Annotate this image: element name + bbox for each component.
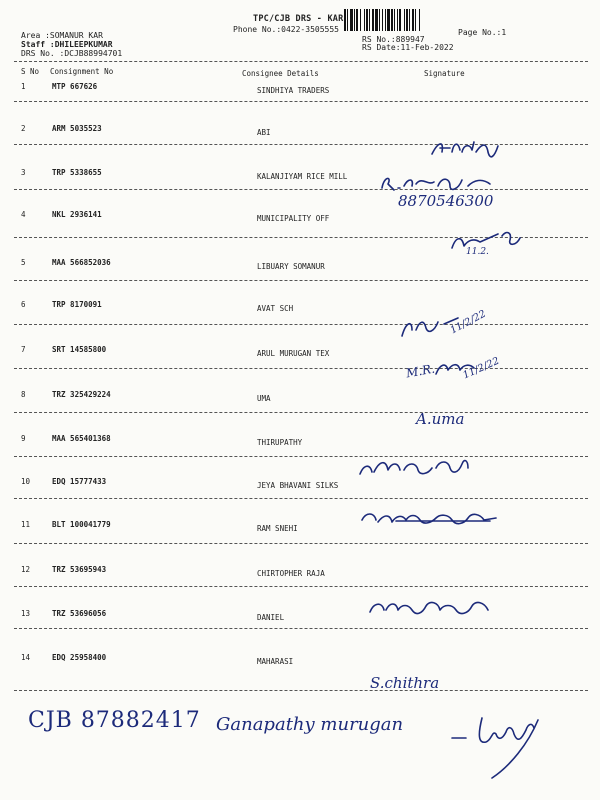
row-divider [14,628,588,629]
report-title: TPC/CJB DRS - KAR [253,14,344,24]
row-consignment-number: TRP 8170091 [52,300,102,309]
row-sno: 1 [21,82,26,91]
row-consignment-number: TRZ 53695943 [52,565,107,574]
row-consignment-number: BLT 100041779 [52,520,111,529]
row-consignment-number: TRZ 53696056 [52,609,107,618]
row-consignment-number: NKL 2936141 [52,210,102,219]
row-sno: 7 [21,345,26,354]
row-consignee: SINDHIYA TRADERS [257,86,330,95]
row-divider [14,498,588,499]
page-number: Page No.:1 [458,28,507,37]
phone-number: Phone No.:0422-3505555 [233,25,339,34]
row-consignee: CHIRTOPHER RAJA [257,569,325,578]
row-divider [14,412,588,413]
row-sno: 3 [21,168,26,177]
row-sno: 6 [21,300,26,309]
date-row-6: 11/2/22 [448,308,488,337]
name-row-7: M.R. [405,361,436,381]
row-consignee: MUNICIPALITY OFF [257,214,330,223]
row-consignment-number: EDQ 15777433 [52,477,107,486]
footer-signature [448,704,588,784]
row-consignment-number: MTP 667626 [52,82,98,91]
row-sno: 11 [21,520,31,529]
column-header-consignment: Consignment No [50,67,114,76]
row-consignee: DANIEL [257,613,285,622]
row-sno: 5 [21,258,26,267]
row-sno: 8 [21,390,26,399]
signature-row-13 [364,596,504,622]
staff-label: Staff :DHILEEPKUMAR [21,40,113,49]
signature-row-2 [428,136,508,162]
row-sno: 12 [21,565,31,574]
header-divider [14,61,588,62]
row-consignment-number: TRZ 325429224 [52,390,111,399]
phone-handwritten: 8870546300 [398,192,494,210]
row-divider [14,543,588,544]
signature-row-3 [378,172,528,194]
row-divider [14,690,588,691]
row-consignee: RAM SNEHI [257,524,298,533]
rs-number: RS No.:889947 [362,35,425,44]
row-consignee: ABI [257,128,271,137]
row-consignee: JEYA BHAVANI SILKS [257,481,339,490]
row-consignee: AVAT SCH [257,304,294,313]
signature-row-8: A.uma [416,410,465,428]
row-consignment-number: EDQ 25958400 [52,653,107,662]
signature-row-10 [354,450,484,484]
row-consignee: ARUL MURUGAN TEX [257,349,330,358]
signature-row-14: S.chithra [370,674,440,692]
row-sno: 14 [21,653,31,662]
column-header-consignee: Consignee Details [242,69,319,78]
row-sno: 13 [21,609,31,618]
row-divider [14,101,588,102]
row-consignment-number: SRT 14585800 [52,345,107,354]
footer-name: Ganapathy murugan [216,714,404,735]
row-divider [14,280,588,281]
rs-date: RS Date:11-Feb-2022 [362,43,454,52]
drs-number: DRS No. :DCJB88994701 [21,49,123,58]
row-consignee: UMA [257,394,271,403]
row-sno: 9 [21,434,26,443]
column-header-signature: Signature [424,69,465,78]
row-divider [14,586,588,587]
row-sno: 10 [21,477,31,486]
area-label: Area :SOMANUR KAR [21,31,103,40]
column-header-sno: S No [21,67,40,76]
row-consignment-number: MAA 565401368 [52,434,111,443]
footer-reference: CJB 87882417 [28,708,201,733]
row-consignment-number: ARM 5035523 [52,124,102,133]
row-consignee: LIBUARY SOMANUR [257,262,325,271]
date-row-7: 11/2/22 [461,355,502,382]
row-consignee: THIRUPATHY [257,438,303,447]
row-consignee: KALANJIYAM RICE MILL [257,172,348,181]
row-divider [14,456,588,457]
signature-row-11 [356,508,506,530]
barcode [344,9,462,31]
row-consignment-number: MAA 566852036 [52,258,111,267]
row-consignment-number: TRP 5338655 [52,168,102,177]
date-row-4: 11.2. [466,247,489,257]
row-consignee: MAHARASI [257,657,294,666]
row-sno: 4 [21,210,26,219]
row-sno: 2 [21,124,26,133]
